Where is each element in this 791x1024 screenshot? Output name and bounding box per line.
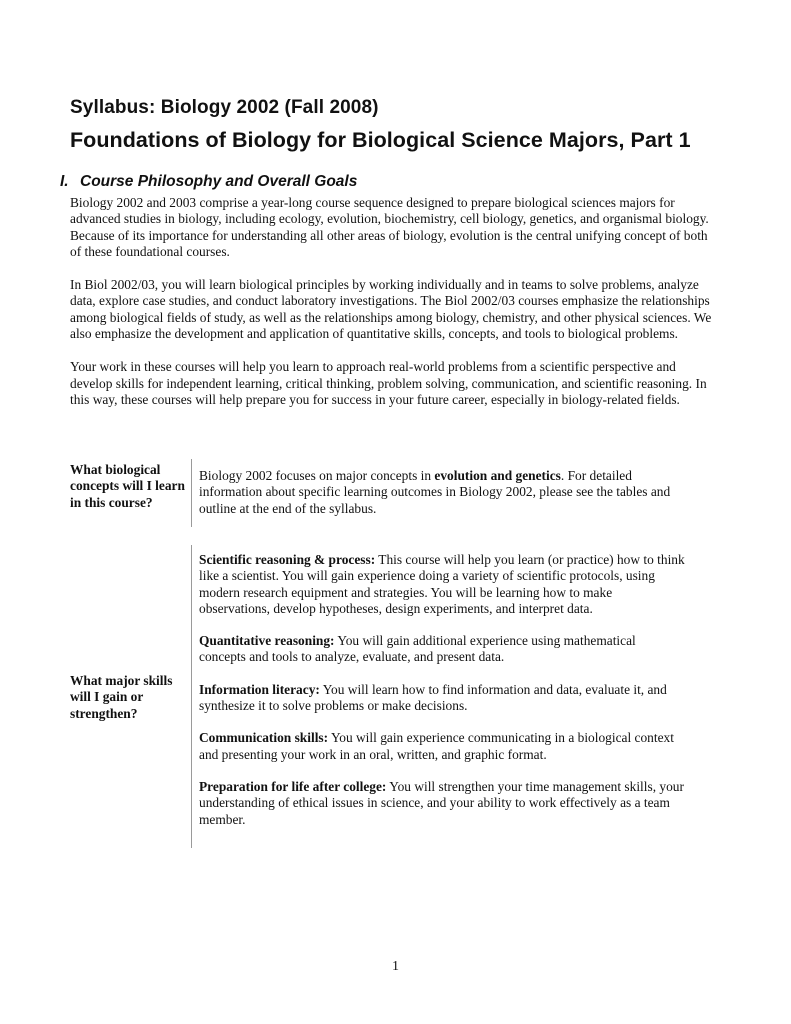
skill-description: You will learn how to find information and data, evaluate it, and synthesize it to solve problems or make decisions.	[199, 681, 667, 714]
column-divider	[191, 459, 192, 527]
concepts-question: What biological concepts will I learn in this course?	[70, 462, 185, 510]
skill-label: Preparation for life after college:	[199, 778, 387, 794]
section-heading-text: Course Philosophy and Overall Goals	[80, 173, 358, 190]
concepts-answer-end: . For detailed information about specific learning outcomes in Biology 2002, please see the tables and outline at the end of the syllabus.	[199, 468, 671, 516]
skill-item	[199, 552, 685, 617]
concepts-answer-start: Biology 2002 focuses on major concepts in	[199, 468, 435, 483]
skill-label: Scientific reasoning & process:	[199, 552, 376, 567]
page-number: 1	[392, 959, 399, 974]
column-divider	[191, 545, 192, 848]
skill-description: You will strengthen your time management skills, your understanding of ethical issues in science, and your ability to work effectively as a team member.	[199, 778, 684, 827]
concepts-answer	[199, 468, 685, 517]
skill-description: This course will help you learn (or practice) how to think like a scientist. You will gain experience doing a variety of scientific protocols, using modern research equipment and strategies. You will be learning how to make observations, develop hypotheses, design experiments, and interpret data.	[199, 552, 685, 616]
section-number: I.	[60, 173, 69, 190]
syllabus-heading: Syllabus: Biology 2002 (Fall 2008)	[70, 97, 379, 118]
skill-label: Communication skills:	[199, 730, 329, 746]
skill-item	[199, 633, 685, 666]
skill-item	[199, 730, 685, 763]
skill-description: You will gain experience communicating in a biological context and presenting your work in an oral, written, and graphic format.	[199, 730, 674, 762]
concepts-answer-emphasis: evolution and genetics	[434, 468, 561, 483]
skill-item	[199, 682, 685, 715]
skill-description: You will gain additional experience using mathematical concepts and tools to analyze, evaluate, and present data.	[199, 633, 636, 665]
intro-paragraph: Your work in these courses will help you learn to approach real-world problems from a scientific perspective and develop skills for independent learning, critical thinking, problem solving, communication, and scientific reasoning. In this way, these courses will help prepare you for success in your future career, especially in biology-related fields.	[70, 359, 707, 407]
intro-paragraph: Biology 2002 and 2003 comprise a year-long course sequence designed to prepare biological sciences majors for advanced studies in biology, including ecology, evolution, biochemistry, cell biology, genetics, and organismal biology. Because of its importance for understanding all other areas of biology, evolution is the central unifying concept of both of these foundational courses.	[70, 195, 709, 259]
intro-text	[70, 195, 718, 425]
skills-question: What major skills will I gain or strengthen?	[70, 673, 173, 721]
skill-label: Quantitative reasoning:	[199, 633, 335, 649]
intro-paragraph: In Biol 2002/03, you will learn biological principles by working individually and in teams to solve problems, analyze data, explore case studies, and conduct laboratory investigations. The Biol 2002/03 courses emphasize the relationships among biological fields of study, as well as the relationships among biology, chemistry, and other physical sciences. We also emphasize the development and application of quantitative skills, concepts, and tools to biological problems.	[70, 277, 712, 342]
skill-label: Information literacy:	[199, 681, 320, 697]
skill-item	[199, 779, 685, 828]
skills-answer	[199, 552, 685, 844]
course-title: Foundations of Biology for Biological Science Majors, Part 1	[70, 128, 691, 152]
section-heading	[60, 173, 357, 191]
